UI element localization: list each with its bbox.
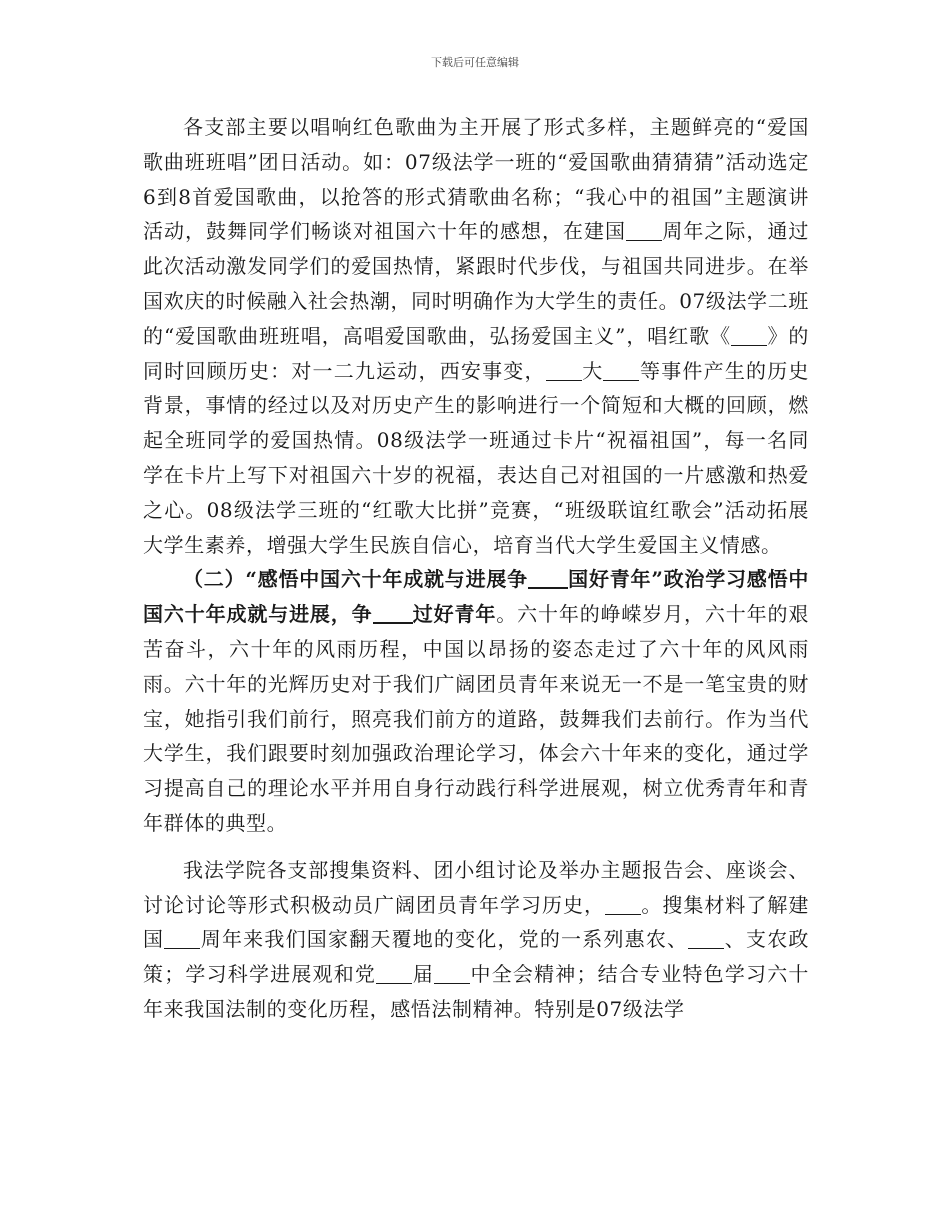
text-run: 。六十年的峥嵘岁月，六十年的艰苦奋斗，六十年的风雨历程，中国以昂扬的姿态走过了六十年的风风雨雨。六十年的光辉历史对于我们广阔团员青年来说无一不是一笔宝贵的财宝，她指引我们前行，照亮我们前方的道路，鼓舞我们去前行。作为当代大学生，我们跟要时刻加强政治理论学习，体会六十年来的变化，通过学习提高自己的理论水平并用自身行动践行科学进展观，树立优秀青年和青年群体的典型。 — [143, 602, 809, 835]
text-run: 各支部主要以唱响红色歌曲为主开展了形式多样，主题鲜亮的“爱国歌曲班班唱”团日活动。如：07级法学一班的“爱国歌曲猜猜猜”活动选定6到8首爱国歌曲，以抢答的形式猜歌曲名称；“我心中的祖国”主题演讲活动，鼓舞同学们畅谈对祖国六十年的感想，在建国 — [143, 115, 809, 244]
text-run: 等事件产生的历史背景，事情的经过以及对历史产生的影响进行一个简短和大概的回顾，燃起全班同学的爱国热情。08级法学一班通过卡片“祝福祖国”，每一名同学在卡片上写下对祖国六十岁的祝福，表达自己对祖国的一片感激和热爱之心。08级法学三班的“红歌大比拼”竞赛，“班级联谊红歌会”活动拓展大学生素养，增强大学生民族自信心，培育当代大学生爱国主义情感。 — [143, 358, 809, 557]
text-run: 周年之际，通过此次活动激发同学们的爱国热情，紧跟时代步伐，与祖国共同进步。在举国欢庆的时候融入社会热潮，同时明确作为大学生的责任。07级法学二班的“爱国歌曲班班唱，高唱爱国歌曲，弘扬爱国主义”，唱红歌《 — [143, 219, 809, 348]
fill-blank — [605, 894, 641, 915]
section-heading-run: （二）“感悟中国六十年成就与进展争 — [183, 567, 528, 592]
fill-blank — [603, 360, 639, 381]
fill-blank — [373, 602, 413, 624]
fill-blank — [164, 928, 200, 949]
fill-blank — [546, 360, 582, 381]
text-run: 。搜集材料了解建国 — [143, 892, 809, 952]
text-run: 》的同时回顾历史：对一二九运动，西安事变， — [143, 323, 809, 383]
document-body — [143, 110, 809, 1027]
fill-blank — [688, 928, 724, 949]
section-heading-run: 过好青年 — [412, 602, 497, 627]
fill-blank — [434, 963, 470, 984]
text-run: 届 — [412, 962, 434, 987]
paragraph-red-songs — [143, 110, 809, 562]
fill-blank — [731, 325, 767, 346]
fill-blank — [626, 220, 662, 241]
text-run: 大 — [581, 358, 604, 383]
section-heading-run: 国好青年”政治学习感悟中国六十年成就与进展，争 — [143, 567, 809, 627]
paragraph-study-activities — [143, 853, 809, 1027]
fill-blank — [528, 567, 568, 589]
text-run: 我法学院各支部搜集资料、团小组讨论及举办主题报告会、座谈会、讨论讨论等形式积极动员广阔团员青年学习历史， — [143, 857, 809, 917]
text-run: 周年来我们国家翻天覆地的变化，党的一系列惠农、 — [200, 927, 689, 952]
text-run: 、支农政策；学习科学进展观和党 — [143, 927, 809, 987]
paragraph-political-study — [143, 562, 809, 840]
text-run: 中全会精神；结合专业特色学习六十年来我国法制的变化历程，感悟法制精神。特别是07级法学 — [143, 962, 809, 1021]
fill-blank — [376, 963, 412, 984]
page-header: 下载后可任意编辑 — [431, 56, 519, 69]
